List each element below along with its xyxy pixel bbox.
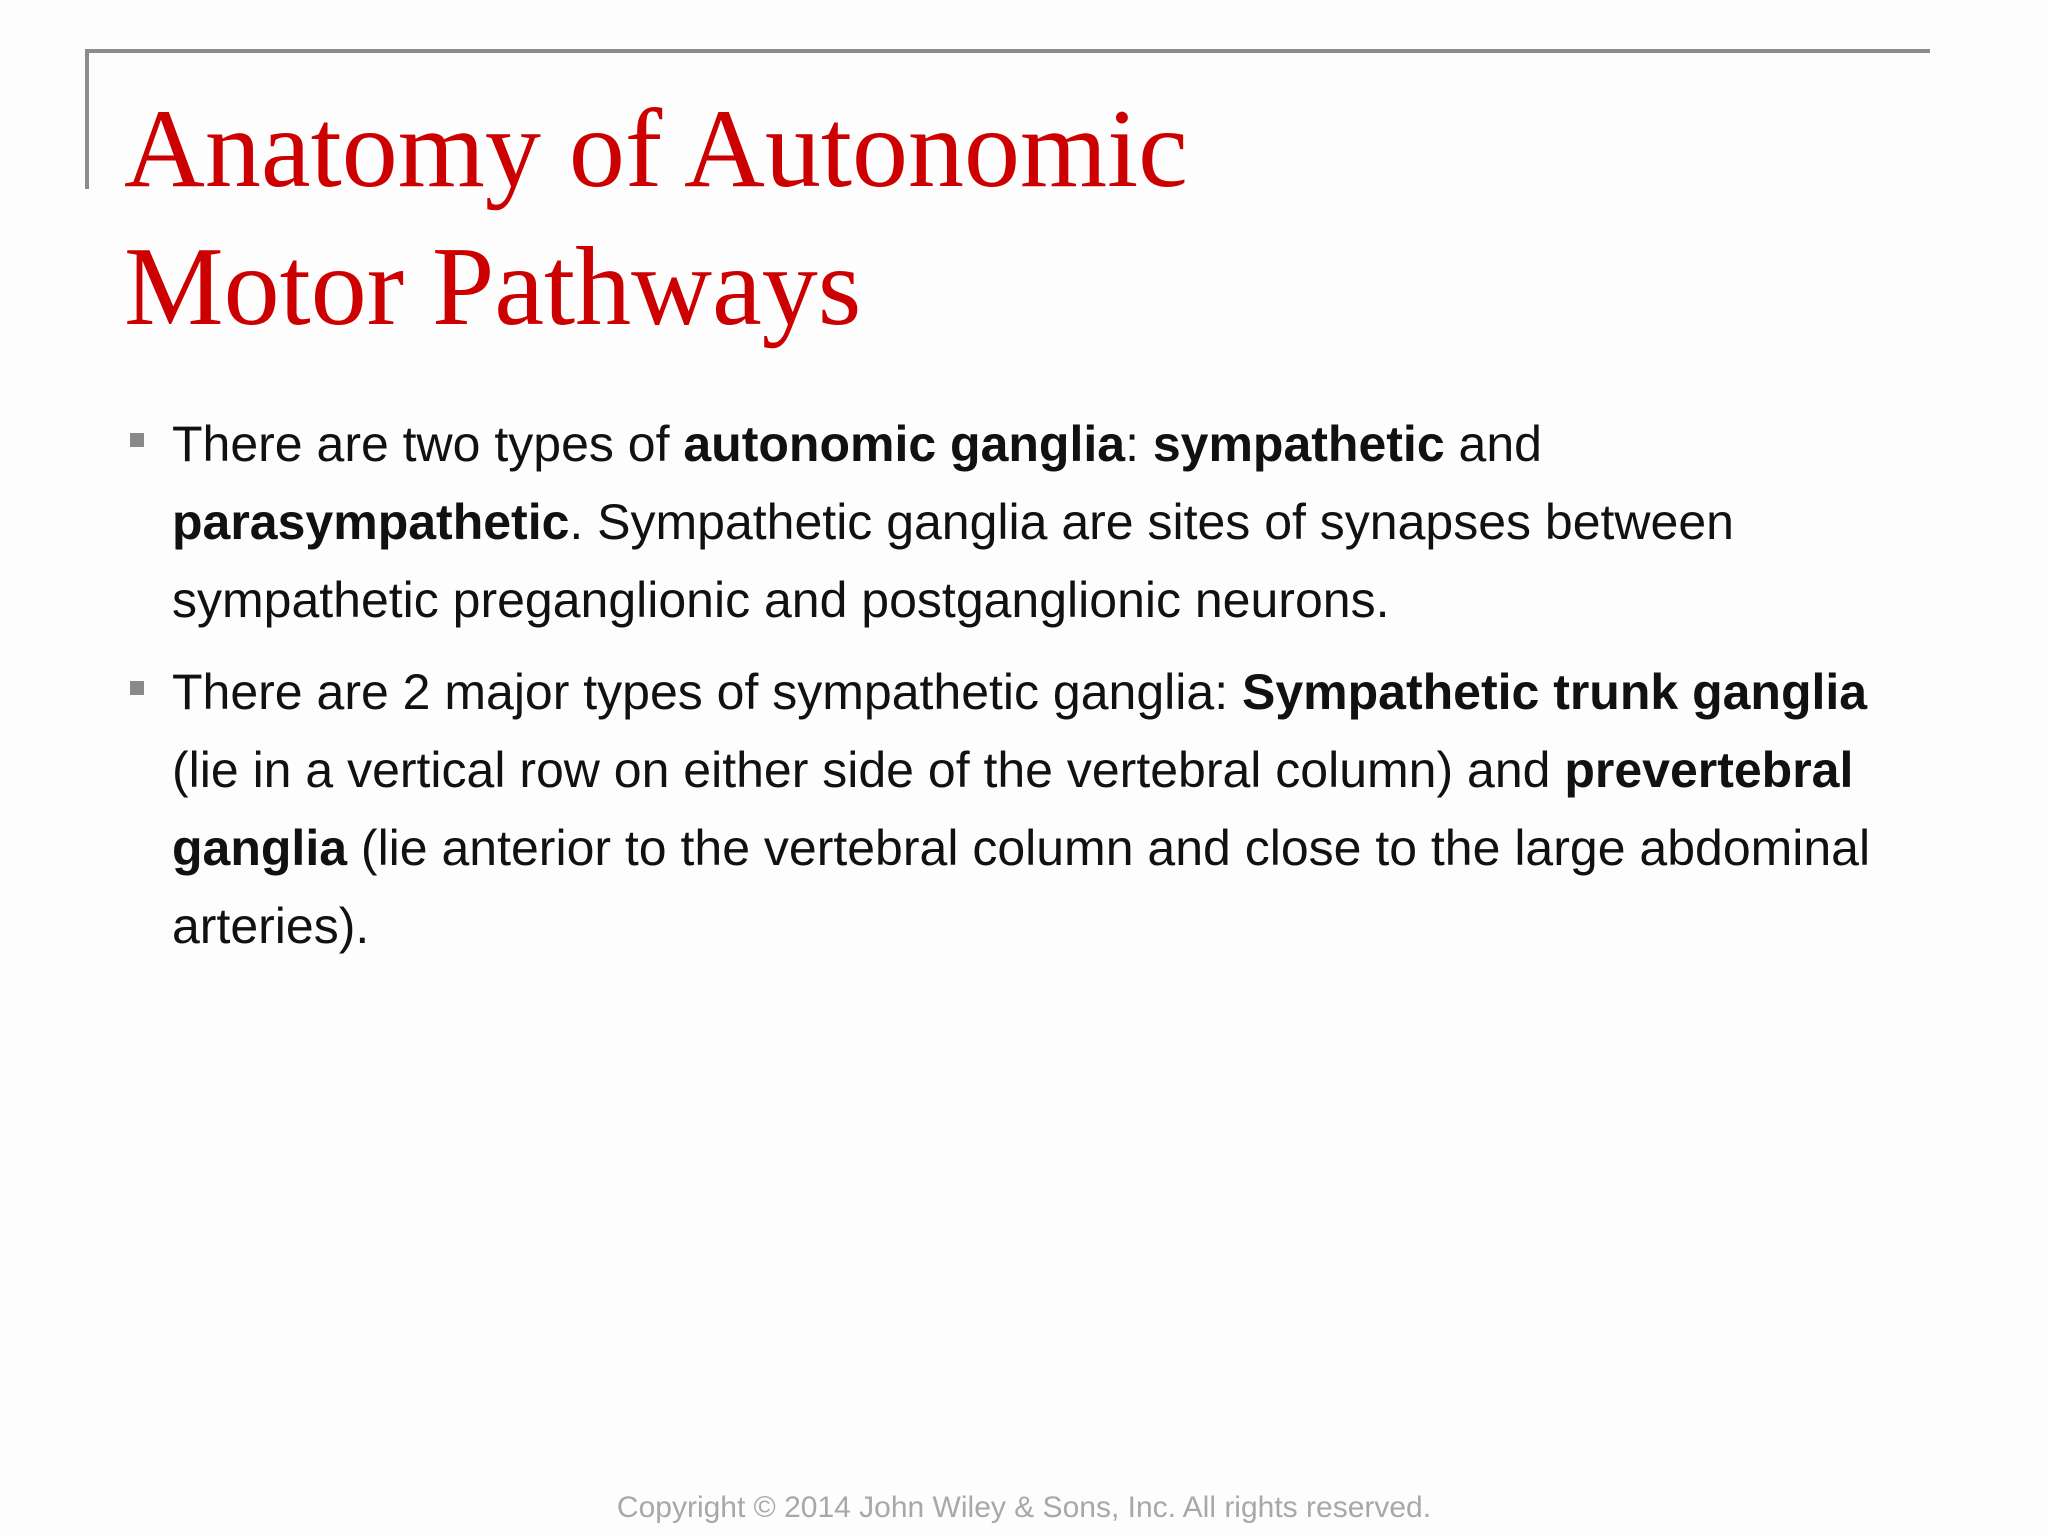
bullet-1-seg-6: parasympathetic — [172, 494, 570, 550]
title-left-rule — [85, 49, 89, 189]
bullet-list — [130, 405, 1930, 979]
slide-title — [124, 80, 1624, 356]
bullet-2-seg-2: Sympathetic trunk ganglia — [1241, 664, 1868, 720]
bullet-1-seg-3: : — [1125, 416, 1153, 472]
bullet-2-seg-4: prevertebral ganglia — [172, 742, 1854, 876]
bullet-1-seg-1: There are two types of — [172, 416, 684, 472]
bullet-1-seg-2: autonomic ganglia — [683, 416, 1126, 472]
slide-title-line-2: Motor Pathways — [124, 225, 862, 349]
bullet-2-seg-1: There are 2 major types of sympathetic ganglia: — [172, 664, 1242, 720]
title-top-rule — [85, 49, 1930, 53]
bullet-1-seg-4: sympathetic — [1152, 416, 1445, 472]
bullet-item-2 — [130, 653, 1930, 965]
bullet-1-seg-7: . Sympathetic ganglia are sites of synapses between sympathetic preganglionic and postganglionic neurons. — [172, 494, 1734, 628]
slide-title-line-1: Anatomy of Autonomic — [124, 87, 1188, 211]
copyright-footer: Copyright © 2014 John Wiley & Sons, Inc. All rights reserved. — [616, 1491, 1432, 1524]
bullet-2-seg-3: (lie in a vertical row on either side of the vertebral column) and — [172, 742, 1565, 798]
square-bullet-icon — [130, 433, 144, 447]
bullet-2-seg-5: (lie anterior to the vertebral column and close to the large abdominal arteries). — [172, 820, 1871, 954]
square-bullet-icon — [130, 681, 144, 695]
bullet-1-seg-5: and — [1444, 416, 1542, 472]
bullet-item-1 — [130, 405, 1930, 639]
